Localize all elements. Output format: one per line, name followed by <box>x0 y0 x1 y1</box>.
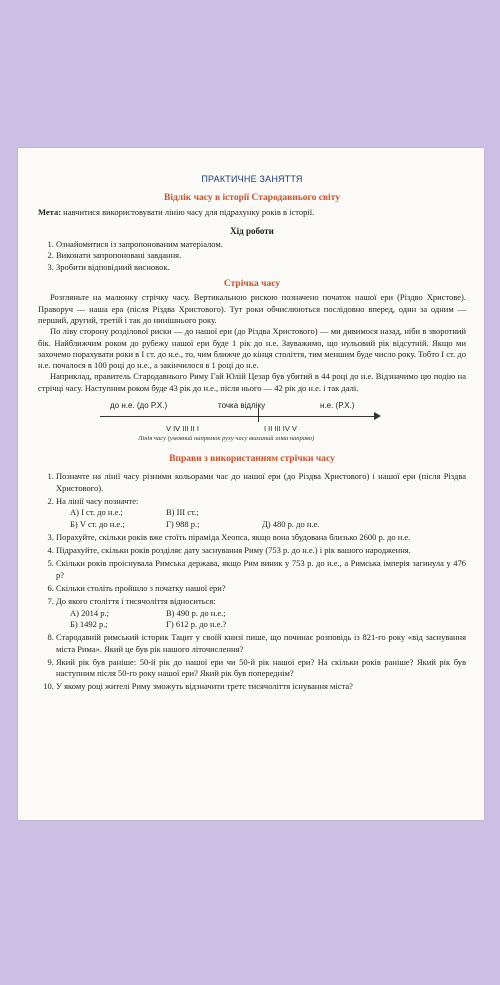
section-title-timeline: Стрічка часу <box>223 279 281 290</box>
goal-text: навчитися використовувати лінію часу для підрахунку років в історії. <box>63 206 315 217</box>
timeline-arrow-icon <box>374 412 381 420</box>
option: А) 2014 р.; <box>70 607 109 618</box>
option: Г) 612 р. до н.е.? <box>166 618 227 629</box>
timeline-figure <box>38 400 466 443</box>
option <box>262 507 342 518</box>
timeline-origin-mark <box>258 408 259 422</box>
workflow-title: Хід роботи <box>230 225 274 236</box>
timeline-numerals-bc: V IV III II I <box>166 424 199 434</box>
goal-label: Мета: <box>38 206 62 217</box>
step-item: 2. Виконати запропоновані завдання. <box>56 250 466 261</box>
option: Д) 480 р. до н.е. <box>262 518 320 529</box>
exercise-text: До якого століття і тисячоліття відноситься: <box>56 596 216 607</box>
worksheet-header: ПРАКТИЧНЕ ЗАНЯТТЯ <box>201 174 303 184</box>
timeline-right-label: н.е. (Р.Х.) <box>320 401 355 411</box>
exercise-item: 9. Який рік був раніше: 50-й рік до нашої ери чи 50-й рік нашої ери? На скільки років раніше? Який рік був наступним після 50-го року нашої ери? Який рік був попереднім? <box>56 657 466 680</box>
paragraph: По ліву сторону розділової риски — до нашої ери (до Різдва Христового) — ми дивимося назад, ніби в зворотний бік. Найближчим роком до рубежу нашої ери буде 1 рік до н.е. Зауважимо, що нульовий рік відсутній. Якщо ми захочемо порахувати роки в I ст. до н.е., то, чим ближче до кінця століття, тим меншим буде число року. Тобто I ст. до н.е. почалося в 100 році до н.е., а закінчилося в 1 році до н.е. <box>38 326 466 371</box>
step-item: 3. Зробити відповідний висновок. <box>56 262 466 273</box>
timeline-left-label: до н.е. (до Р.Х.) <box>110 401 168 411</box>
timeline-numerals-ad: I II III IV V <box>264 424 297 434</box>
goal-line <box>38 207 466 218</box>
exercise-item: 4. Підрахуйте, скільки років розділяє дату заснування Риму (753 р. до н.е.) і рік вашого народження. <box>56 545 466 556</box>
step-item: 1. Ознайомитися із запропонованим матеріалом. <box>56 239 466 250</box>
section-title-exercises: Вправи з використанням стрічки часу <box>169 454 335 465</box>
exercise-item: 6. Скільки століть пройшло з початку нашої ери? <box>56 583 466 594</box>
topic-title: Відлік часу в історії Стародавнього світу <box>164 193 340 204</box>
exercise-item: 5. Скільки років проіснувала Римська держава, якщо Рим виник у 753 р. до н.е., а Римська імперія загинула у 476 р? <box>56 558 466 581</box>
exercise-list <box>38 471 466 692</box>
exercise-text: На лінії часу позначте: <box>56 495 139 506</box>
option: В) 490 р. до н.е.; <box>166 607 226 618</box>
exercise-item <box>56 596 466 630</box>
timeline-caption: Лінія часу (умовний напрямок руху часу вказаний зліва направо) <box>138 435 315 443</box>
exercise-item: 1. Позначте на лінії часу різними кольорами час до нашої ери (до Різдва Христового) і нашої ери (після Різдва Христового). <box>56 471 466 494</box>
exercise-item: 10. У якому році жителі Риму зможуть відзначити третє тисячоліття існування міста? <box>56 681 466 692</box>
timeline-axis <box>100 416 378 417</box>
worksheet-content <box>38 170 466 695</box>
exercise-item: 8. Стародавній римський історик Тацит у своїй книзі пише, що починає розповідь із 821-го року «від заснування міста Рима». Який це був рік нашого літочислення? <box>56 632 466 655</box>
steps-list <box>38 239 466 273</box>
exercise-options <box>56 608 466 631</box>
option: А) I ст. до н.е.; <box>70 507 123 518</box>
option: В) III ст.; <box>166 507 199 518</box>
paragraph: Наприклад, правитель Стародавнього Риму Гай Юлій Цезар був убитий в 44 році до н.е. Відзначимо цю подію на стрічці часу. Наступним роком буде 43 рік до н.е., після нього — 42 рік до н.е. і так далі. <box>38 371 466 393</box>
exercise-item <box>56 496 466 530</box>
option: Б) 1492 р.; <box>70 618 108 629</box>
paragraph: Розгляньте на малюнку стрічку часу. Вертикальною рискою позначено початок нашої ери (Різдво Христове). Праворуч — наша ера (після Різдва Христового). Тут роки обчислюються послідовно вперед, один за одним — перший, другий, третій і так до нинішнього року. <box>38 292 466 325</box>
exercise-item: 3. Порахуйте, скільки років вже стоїть піраміда Хеопса, якщо вона збудована близько 2600 р. до н.е. <box>56 532 466 543</box>
exercise-options <box>56 507 466 530</box>
timeline-center-label: точка відліку <box>218 401 266 411</box>
option: Г) 988 р.; <box>166 518 200 529</box>
option: Б) V ст. до н.е.; <box>70 518 125 529</box>
